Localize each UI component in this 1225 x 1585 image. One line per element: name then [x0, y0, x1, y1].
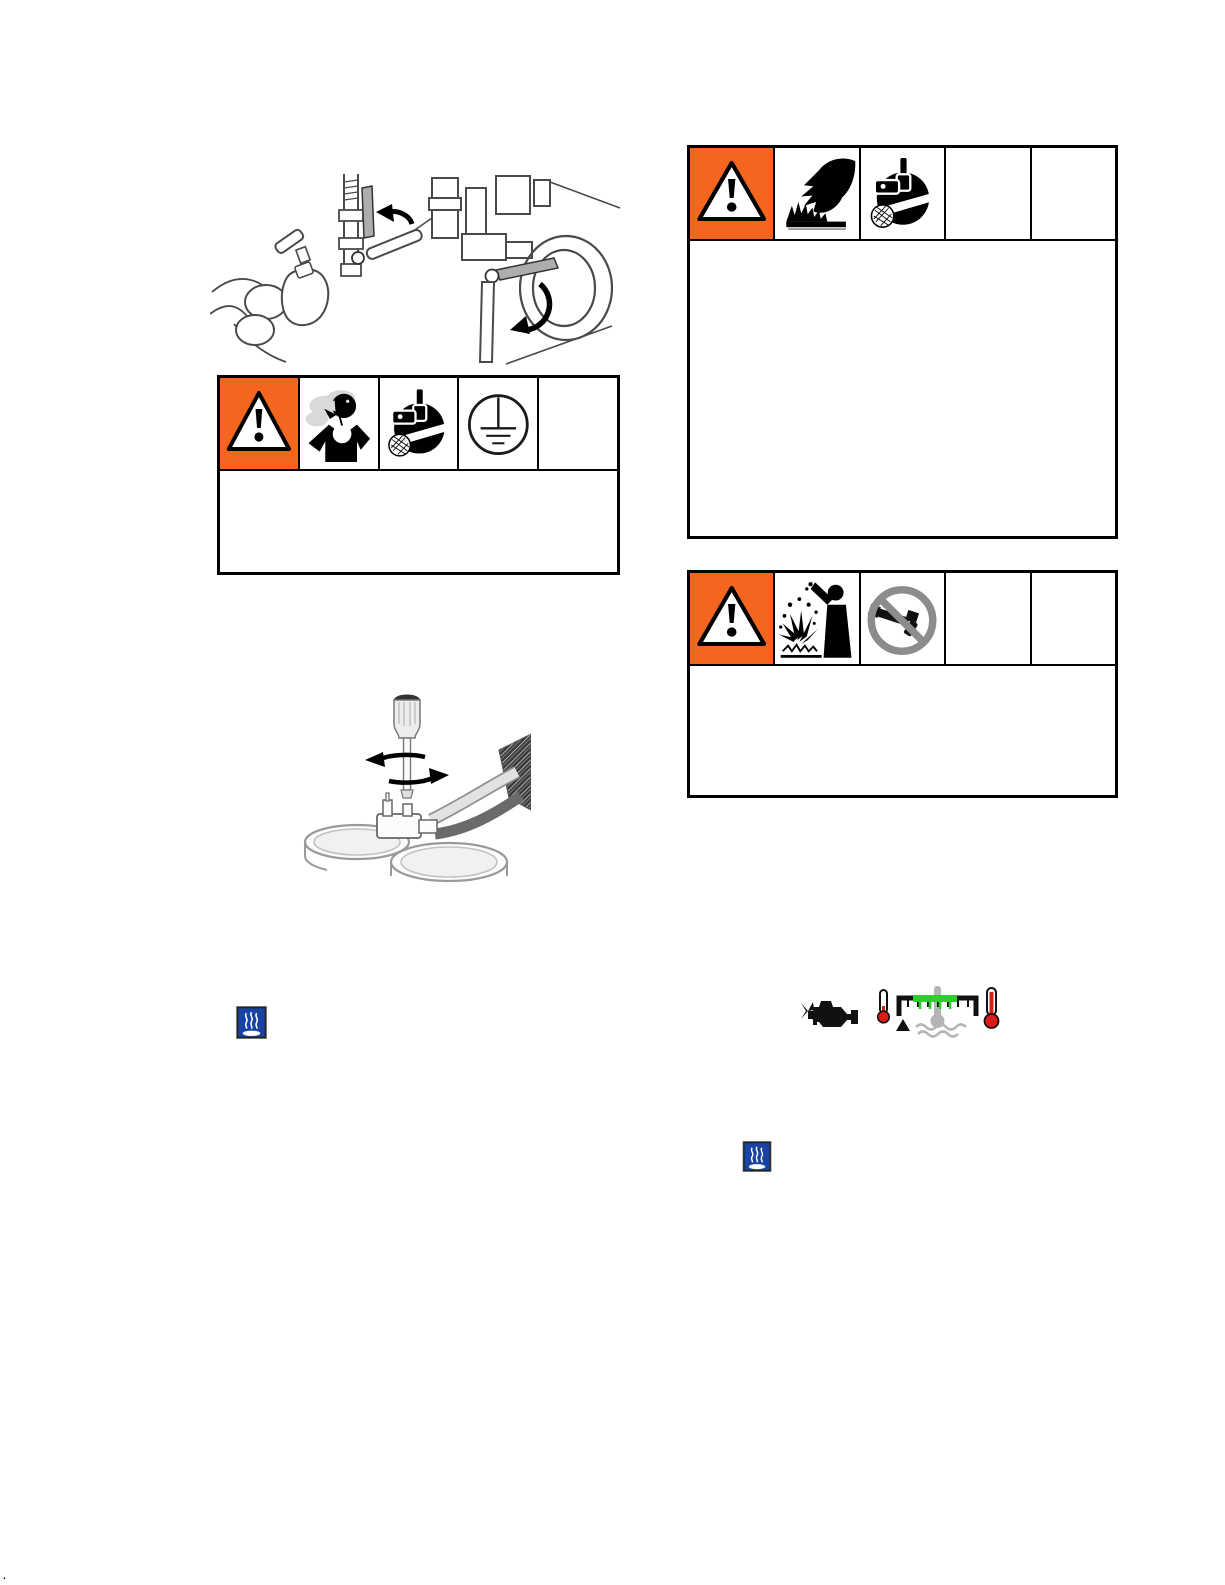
hot-surface-burn-icon — [775, 148, 860, 239]
blank-symbol-cell — [946, 573, 1031, 664]
warning-symbols-row — [690, 148, 1115, 241]
toxic-fumes-icon — [300, 378, 380, 469]
warning-table-hot-surface — [687, 145, 1118, 539]
rotate-arrow-icon — [376, 204, 412, 224]
blank-symbol-cell — [539, 378, 617, 469]
valve-handle-vertical — [362, 186, 374, 238]
circulation-valve-block — [377, 793, 437, 838]
warning-text-area — [220, 471, 617, 572]
blank-symbol-cell — [1032, 573, 1115, 664]
valve-handles-illustration — [210, 172, 622, 368]
warning-text-area — [690, 241, 1115, 536]
hoses — [431, 734, 531, 834]
no-spray-gun-icon — [861, 573, 946, 664]
rotate-arrow-icon — [510, 284, 550, 334]
fluid-splatter-icon — [775, 573, 860, 664]
warning-text-area — [690, 666, 1115, 795]
blank-symbol-cell — [1032, 148, 1115, 239]
temperature-gauge-icon — [872, 985, 1003, 1040]
heat-zone-icon — [742, 1141, 772, 1172]
page-artifact-mark: . — [3, 1571, 6, 1582]
warning-table-splatter — [687, 570, 1118, 798]
warning-triangle-icon — [690, 573, 775, 664]
engine-icon — [801, 993, 859, 1030]
warning-symbols-row — [690, 573, 1115, 666]
blank-symbol-cell — [946, 148, 1031, 239]
warning-table-fumes-grounding — [217, 375, 620, 575]
respirator-icon — [380, 378, 460, 469]
grounding-icon — [459, 378, 539, 469]
respirator-icon — [861, 148, 946, 239]
screwdriver-valve-drums-illustration — [303, 690, 531, 886]
warning-triangle-icon — [220, 378, 300, 469]
heat-zone-icon — [236, 1006, 267, 1039]
warning-triangle-icon — [690, 148, 775, 239]
warning-symbols-row — [220, 378, 617, 471]
